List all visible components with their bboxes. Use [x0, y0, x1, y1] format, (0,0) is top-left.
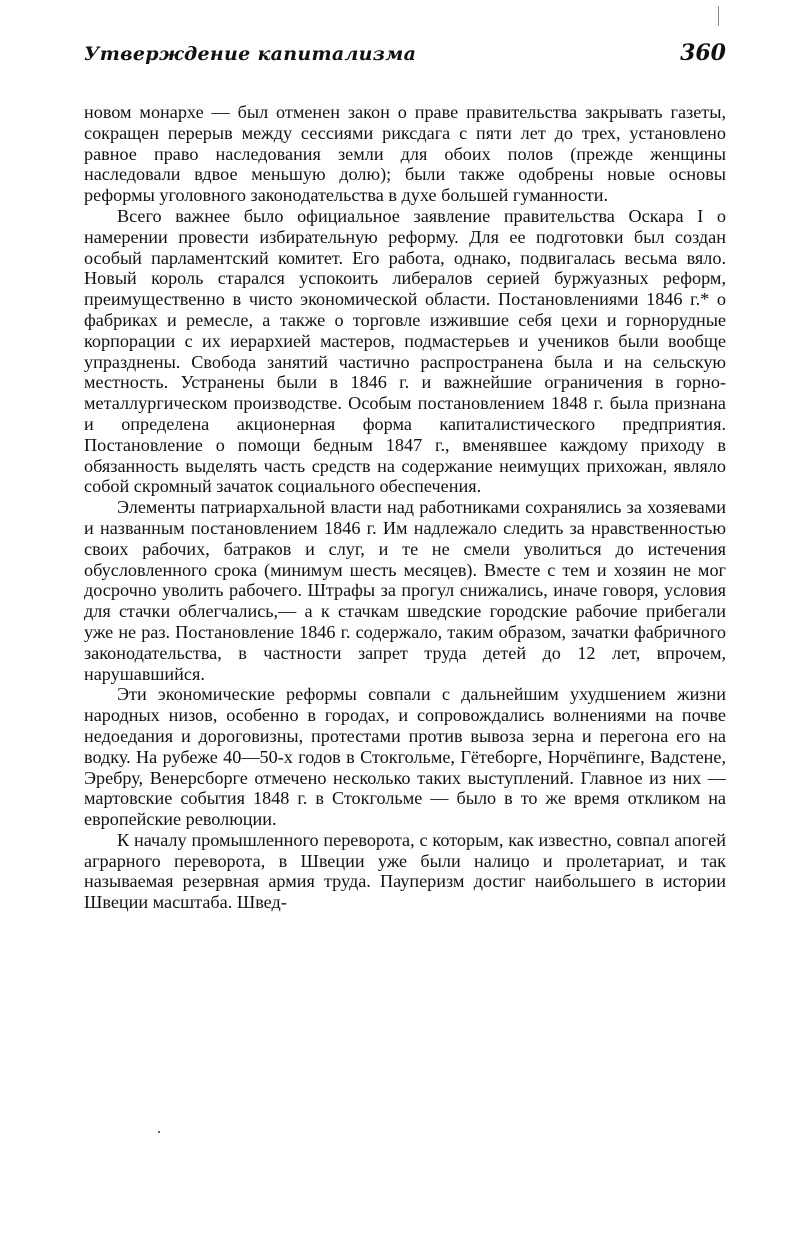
- paragraph-1: новом монархе — был отменен закон о праве правительства закрывать газеты, сокращен перерыв между сессиями риксдага с пяти лет до трех, установлено равное право наследования земли для обоих полов (прежде женщины наследовали вдвое меньшую долю); были также одобрены новые основы реформы уголовного законодательства в духе большей гуманности.: [84, 102, 726, 206]
- paragraph-4: Эти экономические реформы совпали с дальнейшим ухудшением жизни народных низов, особенно в городах, и сопровождались волнениями на почве недоедания и дороговизны, протестами против вывоза зерна и перегона его на водку. На рубеже 40—50-х годов в Стокгольме, Гётеборге, Норчёпинге, Вадстене, Эребру, Венерсборге отмечено несколько таких выступлений. Главное из них — мартовские события 1848 г. в Стокгольме — было в то же время откликом на европейские революции.: [84, 684, 726, 830]
- paragraph-5: К началу промышленного переворота, с которым, как известно, совпал апогей аграрного переворота, в Швеции уже были налицо и пролетариат, и так называемая резервная армия труда. Пауперизм достиг наибольшего в истории Швеции масштаба. Швед-: [84, 829, 726, 913]
- running-title: Утверждение капитализма: [84, 43, 417, 65]
- page-number: 360: [680, 40, 726, 66]
- book-page: [84, 40, 726, 913]
- body-text: [84, 102, 726, 913]
- scan-speck: [158, 1131, 160, 1133]
- running-head: [84, 40, 726, 84]
- page-edge-mark: [718, 6, 719, 26]
- paragraph-2: Всего важнее было официальное заявление правительства Оскара I о намерении провести избирательную реформу. Для ее подготовки был создан особый парламентский комитет. Его работа, однако, подвигалась весьма вяло. Новый король старался успокоить либералов серией буржуазных реформ, преимущественно в чисто экономической области. Постановлениями 1846 г.* о фабриках и ремесле, а также о торговле изжившие себя цехи и горнорудные корпорации с их иерархией мастеров, подмастерьев и учеников были вообще упразднены. Свобода занятий частично распространена была и на сельскую местность. Устранены были в 1846 г. и важнейшие ограничения в горно-металлургическом производстве. Особым постановлением 1848 г. была признана и определена акционерная форма капиталистического предприятия. Постановление о помощи бедным 1847 г., вменявшее каждому приходу в обязанность выделять часть средств на содержание неимущих прихожан, являло собой скромный зачаток социального обеспечения.: [84, 205, 726, 497]
- paragraph-3: Элементы патриархальной власти над работниками сохранялись за хозяевами и названным постановлением 1846 г. Им надлежало следить за нравственностью своих рабочих, батраков и слуг, и те не смели уволиться до истечения обусловленного срока (минимум шесть месяцев). Вместе с тем и хозяин не мог досрочно уволить рабочего. Штрафы за прогул снижались, иначе говоря, условия для стачки облегчались,— а к стачкам шведские городские рабочие прибегали уже не раз. Постановление 1846 г. содержало, таким образом, зачатки фабричного законодательства, в частности запрет труда детей до 12 лет, впрочем, нарушавшийся.: [84, 497, 726, 684]
